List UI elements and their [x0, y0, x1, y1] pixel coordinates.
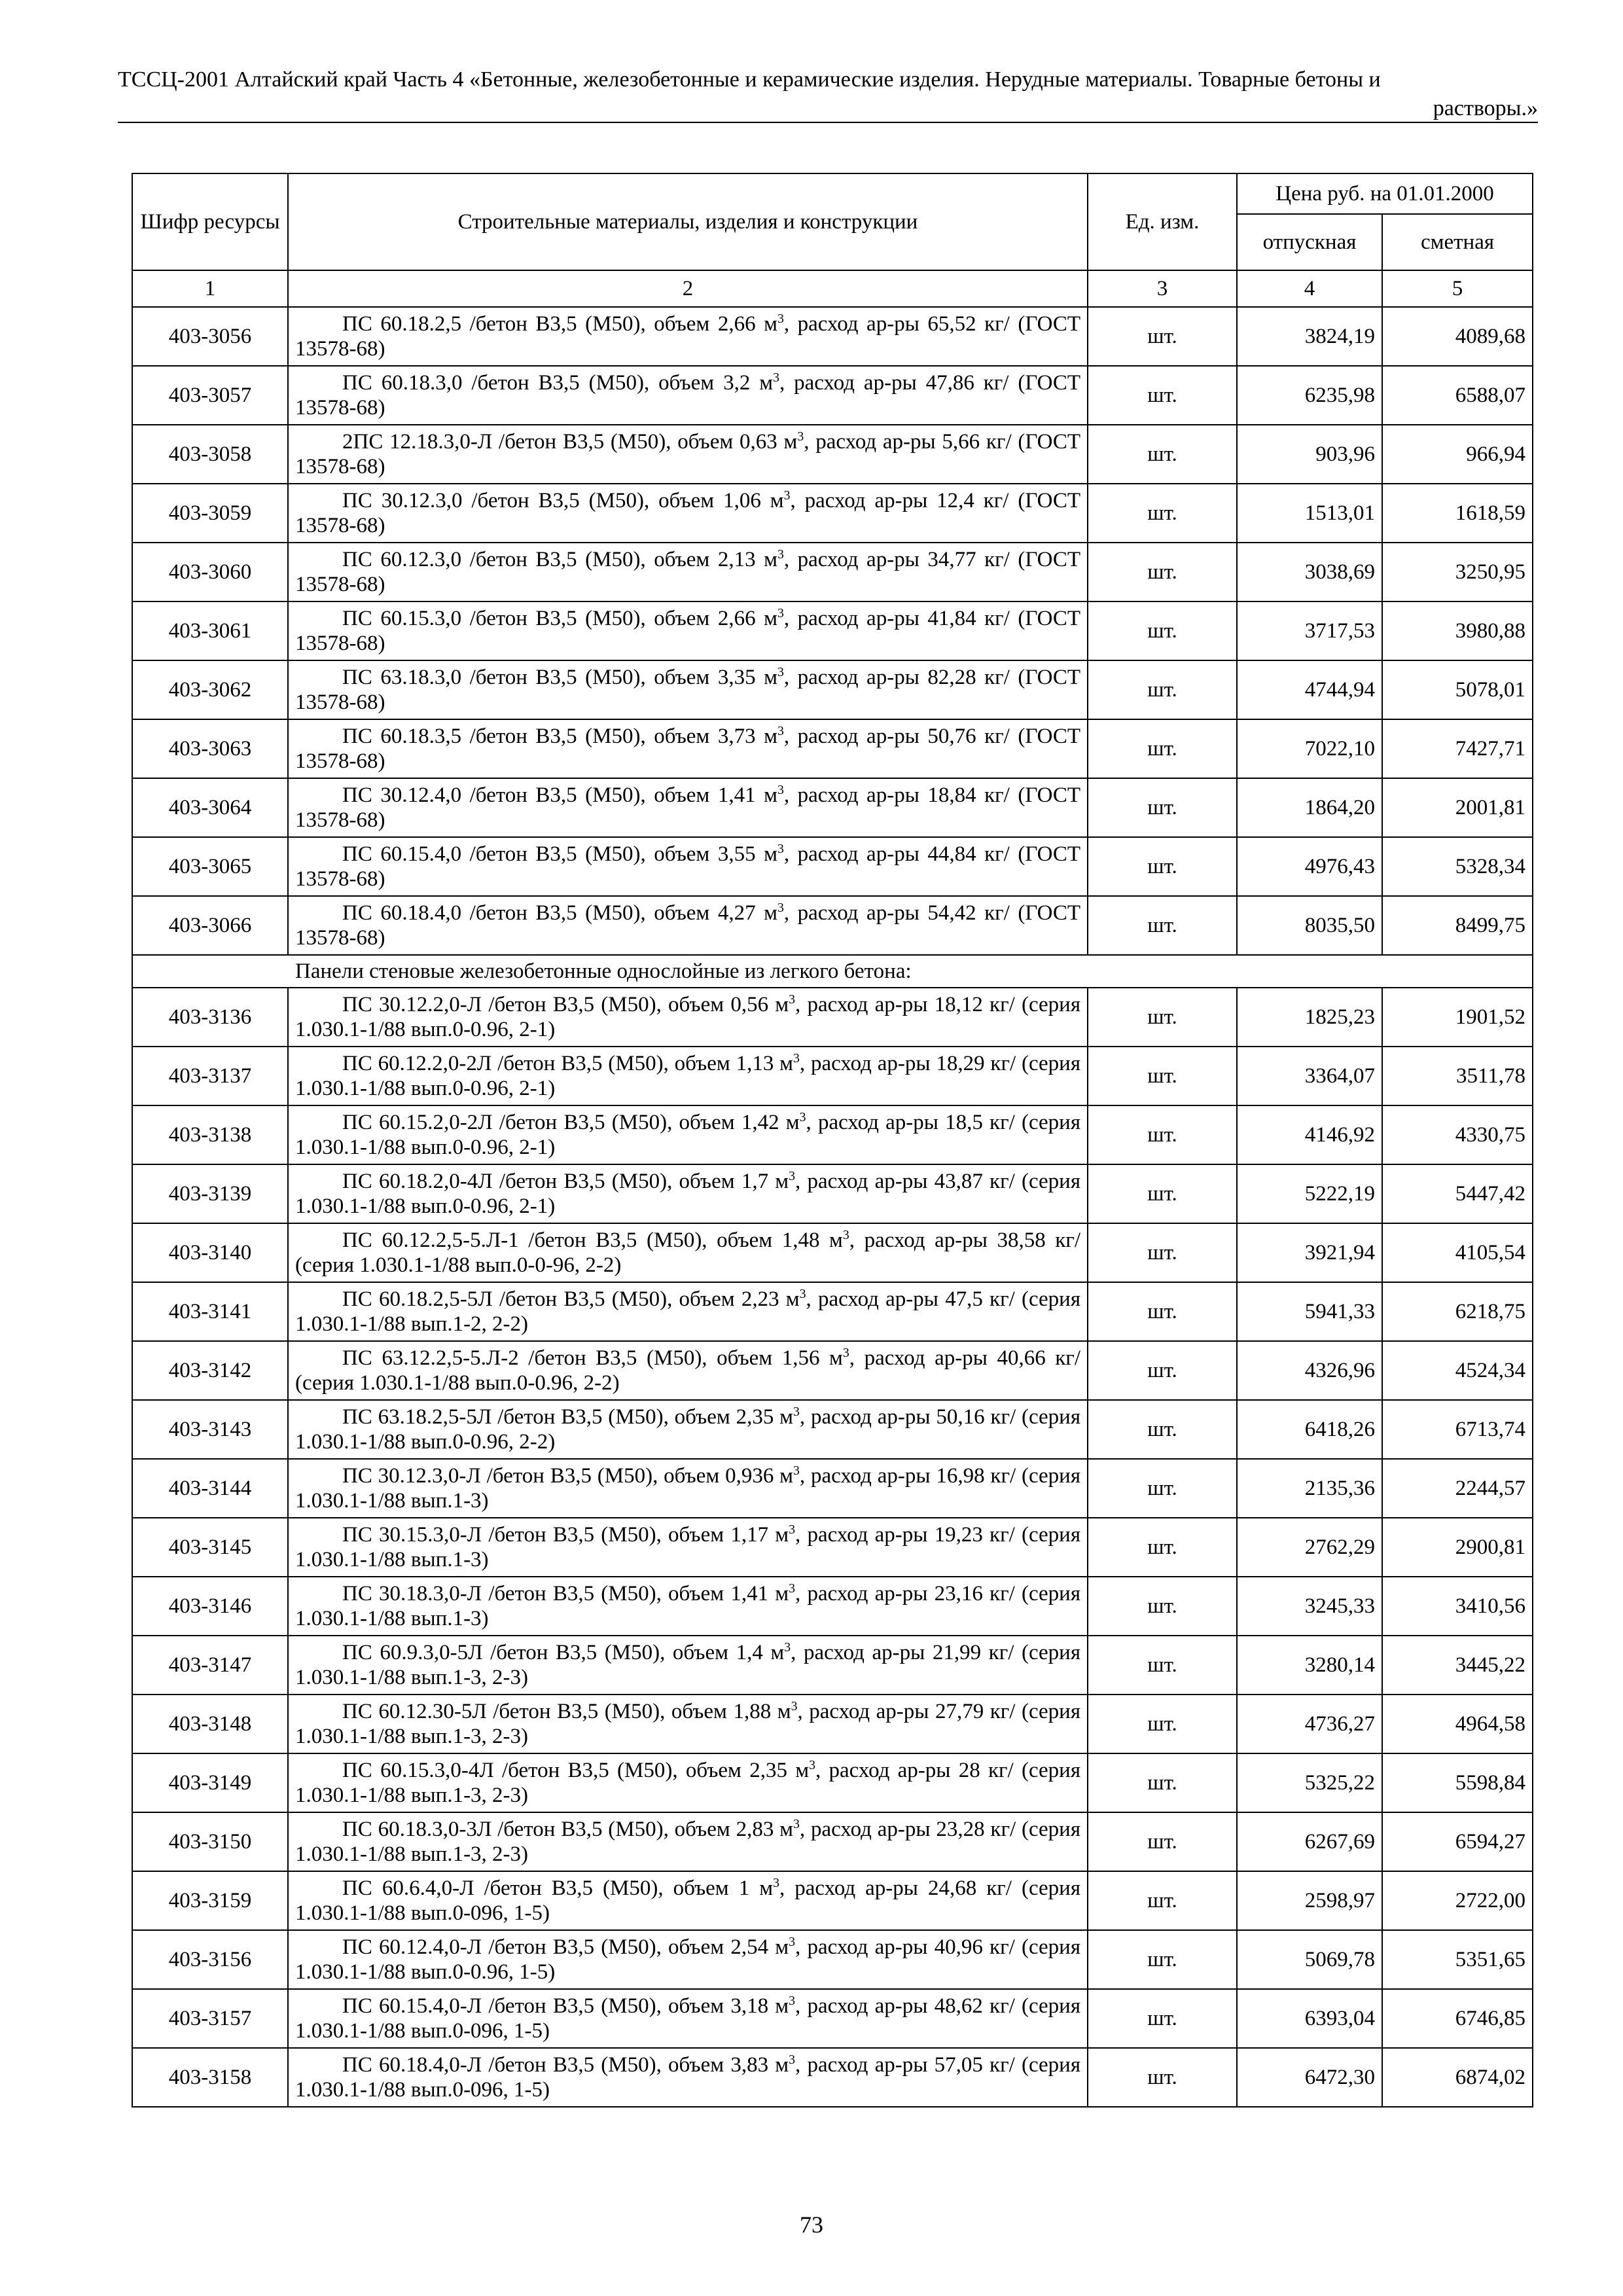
resource-code: 403-3140: [132, 1223, 288, 1282]
material-name: [288, 837, 1088, 896]
unit: шт.: [1088, 1164, 1237, 1223]
material-name-tail: , расход ар-ры 18,12 кг/ (серия 1.030.1-1/88 вып.0-0.96, 2-1): [295, 993, 1080, 1041]
estimate-price: 4330,75: [1382, 1105, 1533, 1164]
col-number: 2: [288, 270, 1088, 307]
release-price: 1864,20: [1237, 778, 1382, 837]
estimate-price: 1901,52: [1382, 988, 1533, 1047]
resource-code: 403-3145: [132, 1518, 288, 1577]
unit: шт.: [1088, 366, 1237, 425]
release-price: 5941,33: [1237, 1282, 1382, 1341]
estimate-price: 1618,59: [1382, 484, 1533, 543]
table-row: [132, 2048, 1533, 2107]
release-price: 4146,92: [1237, 1105, 1382, 1164]
resource-code: 403-3144: [132, 1459, 288, 1518]
release-price: 7022,10: [1237, 719, 1382, 778]
superscript: 3: [809, 1758, 815, 1772]
estimate-price: 5447,42: [1382, 1164, 1533, 1223]
table-row: [132, 1636, 1533, 1695]
unit: шт.: [1088, 1047, 1237, 1105]
release-price: 2762,29: [1237, 1518, 1382, 1577]
table-row: [132, 1753, 1533, 1812]
material-name-tail: , расход ар-ры 19,23 кг/ (серия 1.030.1-1/88 вып.1-3): [295, 1523, 1080, 1571]
superscript: 3: [797, 429, 804, 444]
estimate-price: 7427,71: [1382, 719, 1533, 778]
material-name: [288, 1047, 1088, 1105]
superscript: 3: [777, 665, 784, 679]
col-header-code: Шифр ресурсы: [132, 173, 288, 270]
material-name: [288, 1223, 1088, 1282]
material-name-main: ПС 60.12.2,0-2Л /бетон В3,5 (М50), объем 1,13 м: [342, 1052, 794, 1075]
material-name: [288, 1459, 1088, 1518]
release-price: 5069,78: [1237, 1930, 1382, 1989]
table-row: [132, 1459, 1533, 1518]
material-name: [288, 719, 1088, 778]
material-name: [288, 1105, 1088, 1164]
estimate-price: 8499,75: [1382, 896, 1533, 955]
release-price: 3717,53: [1237, 601, 1382, 660]
table-row: [132, 660, 1533, 719]
estimate-price: 4105,54: [1382, 1223, 1533, 1282]
material-name-main: ПС 60.18.4,0-Л /бетон В3,5 (М50), объем 3,83 м: [342, 2053, 789, 2077]
page-number: 73: [800, 2212, 823, 2238]
unit: шт.: [1088, 896, 1237, 955]
superscript: 3: [777, 842, 784, 856]
resource-code: 403-3063: [132, 719, 288, 778]
material-name-main: ПС 63.12.2,5-5.Л-2 /бетон В3,5 (М50), объем 1,56 м: [342, 1346, 843, 1370]
table-row: [132, 1223, 1533, 1282]
superscript: 3: [777, 901, 784, 915]
resource-code: 403-3065: [132, 837, 288, 896]
table-row: [132, 1930, 1533, 1989]
unit: шт.: [1088, 1518, 1237, 1577]
col-number: 1: [132, 270, 288, 307]
material-name: [288, 307, 1088, 366]
unit: шт.: [1088, 1989, 1237, 2048]
material-name-main: ПС 30.15.3,0-Л /бетон В3,5 (М50), объем 1,17 м: [342, 1523, 789, 1547]
material-name-tail: , расход ар-ры 18,5 кг/ (серия 1.030.1-1/88 вып.0-0.96, 2-1): [295, 1111, 1080, 1159]
release-price: 4976,43: [1237, 837, 1382, 896]
release-price: 4736,27: [1237, 1695, 1382, 1753]
release-price: 6418,26: [1237, 1400, 1382, 1459]
material-name-main: ПС 30.12.4,0 /бетон В3,5 (М50), объем 1,41 м: [342, 783, 777, 807]
unit: шт.: [1088, 484, 1237, 543]
material-name: [288, 425, 1088, 484]
unit: шт.: [1088, 1459, 1237, 1518]
resource-code: 403-3156: [132, 1930, 288, 1989]
superscript: 3: [777, 606, 784, 620]
superscript: 3: [777, 724, 784, 738]
table-row: [132, 366, 1533, 425]
release-price: 4744,94: [1237, 660, 1382, 719]
unit: шт.: [1088, 778, 1237, 837]
table-row: [132, 1812, 1533, 1871]
resource-code: 403-3147: [132, 1636, 288, 1695]
estimate-price: 6594,27: [1382, 1812, 1533, 1871]
col-header-estimate: сметная: [1382, 214, 1533, 270]
header-line-1: ТССЦ-2001 Алтайский край Часть 4 «Бетонные, железобетонные и керамические изделия. Нерудные материалы. Товарные бетоны и: [118, 67, 1381, 92]
material-name: [288, 896, 1088, 955]
estimate-price: 3511,78: [1382, 1047, 1533, 1105]
release-price: 6472,30: [1237, 2048, 1382, 2107]
estimate-price: 4524,34: [1382, 1341, 1533, 1400]
resource-code: 403-3150: [132, 1812, 288, 1871]
material-name: [288, 1636, 1088, 1695]
material-name-main: ПС 60.15.4,0 /бетон В3,5 (М50), объем 3,55 м: [342, 842, 777, 866]
material-name-tail: , расход ар-ры 23,28 кг/ (серия 1.030.1-1/88 вып.1-3, 2-3): [295, 1818, 1080, 1866]
material-name: [288, 484, 1088, 543]
col-number: 4: [1237, 270, 1382, 307]
material-name: [288, 366, 1088, 425]
superscript: 3: [783, 488, 791, 503]
unit: шт.: [1088, 2048, 1237, 2107]
unit: шт.: [1088, 1871, 1237, 1930]
material-name-tail: , расход ар-ры 28 кг/ (серия 1.030.1-1/88 вып.1-3, 2-3): [295, 1759, 1080, 1807]
superscript: 3: [799, 1287, 806, 1301]
resource-code: 403-3057: [132, 366, 288, 425]
resource-code: 403-3146: [132, 1577, 288, 1636]
unit: шт.: [1088, 837, 1237, 896]
unit: шт.: [1088, 601, 1237, 660]
table-row: [132, 778, 1533, 837]
material-name-main: ПС 30.18.3,0-Л /бетон В3,5 (М50), объем 1,41 м: [342, 1582, 789, 1605]
col-number: 3: [1088, 270, 1237, 307]
table-row: [132, 307, 1533, 366]
resource-code: 403-3062: [132, 660, 288, 719]
material-name-tail: , расход ар-ры 21,99 кг/ (серия 1.030.1-1/88 вып.1-3, 2-3): [295, 1641, 1080, 1689]
resource-code: 403-3066: [132, 896, 288, 955]
col-number: 5: [1382, 270, 1533, 307]
material-name: [288, 601, 1088, 660]
unit: шт.: [1088, 1695, 1237, 1753]
table-row: [132, 1989, 1533, 2048]
superscript: 3: [789, 1522, 796, 1537]
material-name: [288, 1282, 1088, 1341]
resource-code: 403-3060: [132, 543, 288, 601]
material-name-tail: , расход ар-ры 47,86 кг/ (ГОСТ 13578-68): [295, 371, 1081, 420]
estimate-price: 5328,34: [1382, 837, 1533, 896]
material-name-main: ПС 63.18.2,5-5Л /бетон В3,5 (М50), объем 2,35 м: [342, 1405, 794, 1429]
material-name-tail: , расход ар-ры 50,76 кг/ (ГОСТ 13578-68): [295, 725, 1081, 773]
material-name-main: ПС 60.18.3,0 /бетон В3,5 (М50), объем 3,2 м: [342, 371, 774, 395]
material-name-main: ПС 60.12.4,0-Л /бетон В3,5 (М50), объем 2,54 м: [342, 1935, 789, 1959]
superscript: 3: [793, 1817, 800, 1831]
release-price: 1825,23: [1237, 988, 1382, 1047]
page-header: [118, 65, 1538, 123]
material-name-tail: , расход ар-ры 44,84 кг/ (ГОСТ 13578-68): [295, 842, 1081, 891]
material-name-tail: , расход ар-ры 18,29 кг/ (серия 1.030.1-1/88 вып.0-0.96, 2-1): [295, 1052, 1080, 1100]
material-name-main: ПС 60.15.4,0-Л /бетон В3,5 (М50), объем 3,18 м: [342, 1994, 789, 2018]
material-name: [288, 988, 1088, 1047]
material-name-tail: , расход ар-ры 23,16 кг/ (серия 1.030.1-1/88 вып.1-3): [295, 1582, 1080, 1630]
material-name-main: ПС 60.18.2,5 /бетон В3,5 (М50), объем 2,66 м: [342, 312, 777, 336]
superscript: 3: [793, 1405, 800, 1419]
material-name-main: ПС 60.12.3,0 /бетон В3,5 (М50), объем 2,13 м: [342, 548, 777, 571]
unit: шт.: [1088, 1812, 1237, 1871]
resource-code: 403-3059: [132, 484, 288, 543]
unit: шт.: [1088, 1636, 1237, 1695]
col-header-release: отпускная: [1237, 214, 1382, 270]
resource-code: 403-3143: [132, 1400, 288, 1459]
table-row: [132, 1105, 1533, 1164]
release-price: 6393,04: [1237, 1989, 1382, 2048]
material-name-main: ПС 60.18.2,5-5Л /бетон В3,5 (М50), объем 2,23 м: [342, 1287, 800, 1311]
resource-code: 403-3136: [132, 988, 288, 1047]
table-row: [132, 1695, 1533, 1753]
header-line-2: растворы.»: [1433, 96, 1538, 120]
estimate-price: 4964,58: [1382, 1695, 1533, 1753]
release-price: 5325,22: [1237, 1753, 1382, 1812]
material-name: [288, 1400, 1088, 1459]
resource-code: 403-3142: [132, 1341, 288, 1400]
unit: шт.: [1088, 425, 1237, 484]
estimate-price: 5598,84: [1382, 1753, 1533, 1812]
unit: шт.: [1088, 1577, 1237, 1636]
material-name-tail: , расход ар-ры 34,77 кг/ (ГОСТ 13578-68): [295, 548, 1081, 596]
estimate-price: 6588,07: [1382, 366, 1533, 425]
estimate-price: 6874,02: [1382, 2048, 1533, 2107]
material-name-tail: , расход ар-ры 65,52 кг/ (ГОСТ 13578-68): [295, 312, 1081, 361]
material-name-main: ПС 60.18.3,0-3Л /бетон В3,5 (М50), объем 2,83 м: [342, 1818, 794, 1841]
unit: шт.: [1088, 1930, 1237, 1989]
table-row: [132, 1871, 1533, 1930]
material-name-tail: , расход ар-ры 57,05 кг/ (серия 1.030.1-1/88 вып.0-096, 1-5): [295, 2053, 1080, 2102]
superscript: 3: [789, 1994, 796, 2008]
material-name-main: ПС 30.12.3,0-Л /бетон В3,5 (М50), объем 0,936 м: [342, 1464, 794, 1488]
material-name-tail: , расход ар-ры 24,68 кг/ (серия 1.030.1-1/88 вып.0-096, 1-5): [295, 1876, 1080, 1925]
material-name: [288, 1518, 1088, 1577]
material-name-main: ПС 60.18.3,5 /бетон В3,5 (М50), объем 3,73 м: [342, 725, 777, 748]
table-row: [132, 1400, 1533, 1459]
table-row: [132, 543, 1533, 601]
material-name-main: ПС 60.15.3,0-4Л /бетон В3,5 (М50), объем 2,35 м: [342, 1759, 810, 1782]
resource-code: 403-3139: [132, 1164, 288, 1223]
material-name: [288, 1812, 1088, 1871]
estimate-price: 2722,00: [1382, 1871, 1533, 1930]
material-name-tail: , расход ар-ры 47,5 кг/ (серия 1.030.1-1/88 вып.1-2, 2-2): [295, 1287, 1080, 1336]
resource-code: 403-3137: [132, 1047, 288, 1105]
table-row: [132, 484, 1533, 543]
superscript: 3: [789, 1581, 796, 1596]
estimate-price: 5351,65: [1382, 1930, 1533, 1989]
col-header-price: Цена руб. на 01.01.2000: [1237, 173, 1533, 214]
superscript: 3: [789, 992, 796, 1007]
unit: шт.: [1088, 660, 1237, 719]
superscript: 3: [784, 1640, 791, 1655]
release-price: 3824,19: [1237, 307, 1382, 366]
estimate-price: 4089,68: [1382, 307, 1533, 366]
unit: шт.: [1088, 1223, 1237, 1282]
estimate-price: 3445,22: [1382, 1636, 1533, 1695]
resource-code: 403-3157: [132, 1989, 288, 2048]
estimate-price: 966,94: [1382, 425, 1533, 484]
material-name: [288, 1871, 1088, 1930]
unit: шт.: [1088, 1282, 1237, 1341]
table-row: [132, 425, 1533, 484]
table-row: [132, 896, 1533, 955]
superscript: 3: [799, 1110, 806, 1124]
estimate-price: 2001,81: [1382, 778, 1533, 837]
estimate-price: 6218,75: [1382, 1282, 1533, 1341]
material-name: [288, 2048, 1088, 2107]
superscript: 3: [777, 312, 784, 326]
material-name: [288, 1695, 1088, 1753]
superscript: 3: [789, 2053, 796, 2067]
superscript: 3: [789, 1169, 796, 1183]
resource-code: 403-3138: [132, 1105, 288, 1164]
col-header-name: Строительные материалы, изделия и конструкции: [288, 173, 1088, 270]
material-name-tail: , расход ар-ры 50,16 кг/ (серия 1.030.1-1/88 вып.0-0.96, 2-2): [295, 1405, 1080, 1454]
material-name-tail: , расход ар-ры 5,66 кг/ (ГОСТ 13578-68): [295, 430, 1080, 478]
superscript: 3: [777, 783, 784, 797]
superscript: 3: [791, 1699, 798, 1713]
material-name-main: ПС 30.12.3,0 /бетон В3,5 (М50), объем 1,06 м: [342, 489, 784, 512]
release-price: 6267,69: [1237, 1812, 1382, 1871]
material-name-tail: , расход ар-ры 40,66 кг/ (серия 1.030.1-1/88 вып.0-0.96, 2-2): [295, 1346, 1080, 1395]
material-name-main: ПС 30.12.2,0-Л /бетон В3,5 (М50), объем 0,56 м: [342, 993, 789, 1016]
material-name-main: ПС 60.18.4,0 /бетон В3,5 (М50), объем 4,27 м: [342, 901, 777, 925]
unit: шт.: [1088, 1341, 1237, 1400]
resource-code: 403-3158: [132, 2048, 288, 2107]
estimate-price: 2244,57: [1382, 1459, 1533, 1518]
table-row: [132, 988, 1533, 1047]
release-price: 3245,33: [1237, 1577, 1382, 1636]
superscript: 3: [842, 1228, 849, 1242]
material-name: [288, 1989, 1088, 2048]
unit: шт.: [1088, 719, 1237, 778]
table-row: [132, 1282, 1533, 1341]
material-name-main: ПС 60.6.4,0-Л /бетон В3,5 (М50), объем 1 м: [342, 1876, 774, 1900]
table-row: [132, 837, 1533, 896]
material-name: [288, 1930, 1088, 1989]
superscript: 3: [793, 1463, 800, 1478]
material-name: [288, 660, 1088, 719]
release-price: 5222,19: [1237, 1164, 1382, 1223]
material-name: [288, 1341, 1088, 1400]
estimate-price: 5078,01: [1382, 660, 1533, 719]
table-row: [132, 1341, 1533, 1400]
estimate-price: 3980,88: [1382, 601, 1533, 660]
release-price: 3038,69: [1237, 543, 1382, 601]
superscript: 3: [773, 1876, 779, 1890]
resource-code: 403-3056: [132, 307, 288, 366]
release-price: 3364,07: [1237, 1047, 1382, 1105]
material-name-main: ПС 60.12.2,5-5.Л-1 /бетон В3,5 (М50), объем 1,48 м: [342, 1229, 843, 1252]
unit: шт.: [1088, 1753, 1237, 1812]
material-name-tail: , расход ар-ры 54,42 кг/ (ГОСТ 13578-68): [295, 901, 1081, 950]
table-row: [132, 1577, 1533, 1636]
material-name-tail: , расход ар-ры 12,4 кг/ (ГОСТ 13578-68): [295, 489, 1081, 537]
resource-code: 403-3149: [132, 1753, 288, 1812]
material-name-tail: , расход ар-ры 48,62 кг/ (серия 1.030.1-1/88 вып.0-096, 1-5): [295, 1994, 1080, 2043]
material-name-tail: , расход ар-ры 41,84 кг/ (ГОСТ 13578-68): [295, 607, 1081, 655]
release-price: 8035,50: [1237, 896, 1382, 955]
material-name: [288, 778, 1088, 837]
resource-code: 403-3064: [132, 778, 288, 837]
table-row: [132, 1164, 1533, 1223]
table-row: [132, 1047, 1533, 1105]
material-name: [288, 1753, 1088, 1812]
unit: шт.: [1088, 1400, 1237, 1459]
material-name-main: ПС 60.15.2,0-2Л /бетон В3,5 (М50), объем 1,42 м: [342, 1111, 800, 1134]
material-name: [288, 1577, 1088, 1636]
release-price: 3921,94: [1237, 1223, 1382, 1282]
col-header-unit: Ед. изм.: [1088, 173, 1237, 270]
material-name-tail: , расход ар-ры 38,58 кг/ (серия 1.030.1-1/88 вып.0-0-96, 2-2): [295, 1229, 1080, 1277]
estimate-price: 6713,74: [1382, 1400, 1533, 1459]
release-price: 903,96: [1237, 425, 1382, 484]
material-name-tail: , расход ар-ры 40,96 кг/ (серия 1.030.1-1/88 вып.0-0.96, 1-5): [295, 1935, 1080, 1984]
resource-code: 403-3148: [132, 1695, 288, 1753]
superscript: 3: [789, 1935, 796, 1949]
price-table: [132, 173, 1533, 2108]
release-price: 2598,97: [1237, 1871, 1382, 1930]
material-name-tail: , расход ар-ры 82,28 кг/ (ГОСТ 13578-68): [295, 666, 1081, 714]
superscript: 3: [777, 547, 784, 562]
release-price: 2135,36: [1237, 1459, 1382, 1518]
release-price: 3280,14: [1237, 1636, 1382, 1695]
resource-code: 403-3141: [132, 1282, 288, 1341]
estimate-price: 2900,81: [1382, 1518, 1533, 1577]
material-name-main: ПС 60.15.3,0 /бетон В3,5 (М50), объем 2,66 м: [342, 607, 777, 630]
material-name-main: ПС 60.18.2,0-4Л /бетон В3,5 (М50), объем 1,7 м: [342, 1170, 789, 1193]
estimate-price: 3410,56: [1382, 1577, 1533, 1636]
superscript: 3: [793, 1051, 800, 1066]
table-row: [132, 719, 1533, 778]
resource-code: 403-3061: [132, 601, 288, 660]
material-name: [288, 1164, 1088, 1223]
unit: шт.: [1088, 543, 1237, 601]
superscript: 3: [773, 370, 779, 385]
estimate-price: 3250,95: [1382, 543, 1533, 601]
material-name-main: ПС 60.9.3,0-5Л /бетон В3,5 (М50), объем 1,4 м: [342, 1641, 785, 1664]
material-name-tail: , расход ар-ры 16,98 кг/ (серия 1.030.1-1/88 вып.1-3): [295, 1464, 1080, 1513]
material-name-main: ПС 60.12.30-5Л /бетон В3,5 (М50), объем 1,88 м: [342, 1700, 791, 1723]
unit: шт.: [1088, 1105, 1237, 1164]
release-price: 6235,98: [1237, 366, 1382, 425]
release-price: 1513,01: [1237, 484, 1382, 543]
estimate-price: 6746,85: [1382, 1989, 1533, 2048]
material-name-tail: , расход ар-ры 18,84 кг/ (ГОСТ 13578-68): [295, 783, 1081, 832]
unit: шт.: [1088, 988, 1237, 1047]
unit: шт.: [1088, 307, 1237, 366]
material-name: [288, 543, 1088, 601]
header-rule: [118, 122, 1538, 123]
material-name-tail: , расход ар-ры 43,87 кг/ (серия 1.030.1-1/88 вып.0-0.96, 2-1): [295, 1170, 1080, 1218]
material-name-main: 2ПС 12.18.3,0-Л /бетон В3,5 (М50), объем 0,63 м: [342, 430, 798, 454]
resource-code: 403-3058: [132, 425, 288, 484]
material-name-tail: , расход ар-ры 27,79 кг/ (серия 1.030.1-1/88 вып.1-3, 2-3): [295, 1700, 1080, 1748]
section-title: Панели стеновые железобетонные однослойные из легкого бетона:: [132, 955, 1533, 988]
superscript: 3: [842, 1346, 849, 1360]
table-row: [132, 601, 1533, 660]
resource-code: 403-3159: [132, 1871, 288, 1930]
material-name-main: ПС 63.18.3,0 /бетон В3,5 (М50), объем 3,35 м: [342, 666, 777, 689]
table-row: [132, 1518, 1533, 1577]
release-price: 4326,96: [1237, 1341, 1382, 1400]
